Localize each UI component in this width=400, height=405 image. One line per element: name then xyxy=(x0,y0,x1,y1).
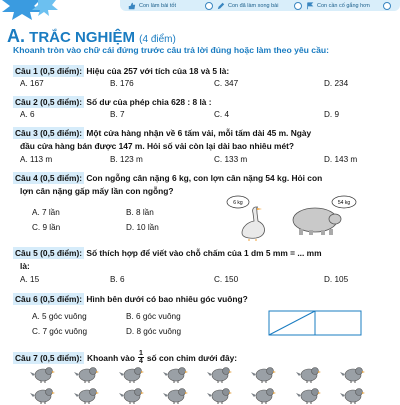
q6-option-d[interactable]: D. 8 góc vuông xyxy=(126,327,182,336)
question-5-text-line2: là: xyxy=(20,261,30,271)
flag-icon xyxy=(306,2,314,10)
bird-icon[interactable] xyxy=(117,385,147,405)
rating-try-harder-checkbox[interactable] xyxy=(383,2,391,10)
bird-icon[interactable] xyxy=(161,385,191,405)
thumbs-up-icon xyxy=(128,2,136,10)
question-5 xyxy=(13,247,322,259)
right-angle-figure xyxy=(268,310,362,336)
question-2-label: Câu 2 (0,5 điểm): xyxy=(15,97,83,107)
question-7-label: Câu 7 (0,5 điểm): xyxy=(15,352,83,363)
rating-good-label: Con làm bài tốt xyxy=(139,2,176,9)
question-1 xyxy=(13,65,229,77)
question-2 xyxy=(13,96,212,108)
bird-icon[interactable] xyxy=(72,385,102,405)
q5-option-c[interactable]: C. 150 xyxy=(214,275,239,284)
question-6-label: Câu 6 (0,5 điểm): xyxy=(15,294,83,304)
rating-done-label: Con đã làm xong bài xyxy=(228,2,279,9)
bird-row-2 xyxy=(28,385,368,405)
bird-icon[interactable] xyxy=(249,364,279,384)
q4-option-b[interactable]: B. 8 lần xyxy=(126,208,154,217)
question-7 xyxy=(13,350,237,365)
q1-option-d[interactable]: D. 234 xyxy=(324,79,349,88)
star-decoration-icon xyxy=(0,0,70,22)
bird-icon[interactable] xyxy=(249,385,279,405)
section-title-text: TRẮC NGHIỆM xyxy=(29,29,135,46)
question-3-label: Câu 3 (0,5 điểm): xyxy=(15,128,83,138)
question-4 xyxy=(13,172,322,184)
q1-option-c[interactable]: C. 347 xyxy=(214,79,239,88)
question-1-label: Câu 1 (0,5 điểm): xyxy=(15,66,83,76)
q4-option-d[interactable]: D. 10 lần xyxy=(126,223,159,232)
section-title xyxy=(7,26,176,47)
bird-icon[interactable] xyxy=(28,385,58,405)
q6-option-c[interactable]: C. 7 góc vuông xyxy=(32,327,88,336)
pencil-icon xyxy=(217,2,225,10)
question-5-label: Câu 5 (0,5 điểm): xyxy=(15,248,83,258)
rating-try-harder[interactable] xyxy=(306,2,391,10)
question-6-text: Hình bên dưới có bao nhiêu góc vuông? xyxy=(86,294,248,304)
bird-icon[interactable] xyxy=(294,385,324,405)
self-rating-bar xyxy=(120,0,400,11)
question-7-text-post: số con chim dưới đây: xyxy=(146,352,238,363)
question-4-text-line2: lợn cân nặng gấp mấy lần con ngỗng? xyxy=(20,186,174,196)
question-3-text-line2: đầu cửa hàng bán được 147 m. Hỏi số vải còn lại dài bao nhiêu mét? xyxy=(20,141,295,151)
question-2-text: Số dư của phép chia 628 : 8 là : xyxy=(86,97,212,107)
q5-option-d[interactable]: D. 105 xyxy=(324,275,349,284)
question-5-text: Số thích hợp để viết vào chỗ chấm của 1 dm 5 mm = ... mm xyxy=(86,248,322,258)
fraction-numerator: 1 xyxy=(138,350,143,357)
q1-option-a[interactable]: A. 167 xyxy=(20,79,44,88)
q5-option-b[interactable]: B. 6 xyxy=(110,275,125,284)
question-3 xyxy=(13,127,311,139)
q1-option-b[interactable]: B. 176 xyxy=(110,79,134,88)
q3-option-a[interactable]: A. 113 m xyxy=(20,155,53,164)
q4-option-c[interactable]: C. 9 lần xyxy=(32,223,61,232)
fraction-one-quarter xyxy=(138,350,144,365)
q2-option-c[interactable]: C. 4 xyxy=(214,110,230,119)
bird-icon[interactable] xyxy=(294,364,324,384)
rating-done[interactable] xyxy=(217,2,302,10)
pig-illustration xyxy=(285,194,357,236)
q2-option-b[interactable]: B. 7 xyxy=(110,110,125,119)
bird-icon[interactable] xyxy=(205,385,235,405)
q4-option-a[interactable]: A. 7 lần xyxy=(32,208,60,217)
question-7-text-pre: Khoanh vào xyxy=(87,352,135,363)
bird-icon[interactable] xyxy=(117,364,147,384)
question-4-text: Con ngỗng cân nặng 6 kg, con lợn cân nặng 54 kg. Hỏi con xyxy=(86,173,323,183)
q3-option-c[interactable]: C. 133 m xyxy=(214,155,248,164)
q2-option-a[interactable]: A. 6 xyxy=(20,110,35,119)
rating-done-checkbox[interactable] xyxy=(294,2,302,10)
question-3-text: Một cửa hàng nhận về 6 tấm vải, mỗi tấm dài 45 m. Ngày xyxy=(86,128,312,138)
question-4-label: Câu 4 (0,5 điểm): xyxy=(15,173,83,183)
bird-icon[interactable] xyxy=(72,364,102,384)
pig-weight-label: 54 kg xyxy=(337,200,351,206)
q3-option-d[interactable]: D. 143 m xyxy=(324,155,358,164)
q5-option-a[interactable]: A. 15 xyxy=(20,275,40,284)
bird-icon[interactable] xyxy=(28,364,58,384)
rating-good[interactable] xyxy=(128,2,213,10)
q6-option-a[interactable]: A. 5 góc vuông xyxy=(32,312,87,321)
instruction-text: Khoanh tròn vào chữ cái đứng trước câu trả lời đúng hoặc làm theo yêu cầu: xyxy=(13,45,329,55)
section-score: (4 điểm) xyxy=(139,34,176,45)
q3-option-b[interactable]: B. 123 m xyxy=(110,155,143,164)
question-1-text: Hiệu của 257 với tích của 18 và 5 là: xyxy=(86,66,230,76)
question-6 xyxy=(13,293,248,305)
bird-icon[interactable] xyxy=(338,385,368,405)
q6-option-b[interactable]: B. 6 góc vuông xyxy=(126,312,181,321)
fraction-denominator: 4 xyxy=(138,358,143,365)
bird-icon[interactable] xyxy=(205,364,235,384)
rating-try-harder-label: Con cần cố gắng hơn xyxy=(317,2,370,9)
section-letter: A. xyxy=(7,26,25,46)
q2-option-d[interactable]: D. 9 xyxy=(324,110,340,119)
goose-weight-label: 6 kg xyxy=(233,200,243,206)
bird-icon[interactable] xyxy=(338,364,368,384)
goose-illustration xyxy=(216,193,286,241)
rating-good-checkbox[interactable] xyxy=(205,2,213,10)
bird-row-1 xyxy=(28,364,368,384)
bird-icon[interactable] xyxy=(161,364,191,384)
